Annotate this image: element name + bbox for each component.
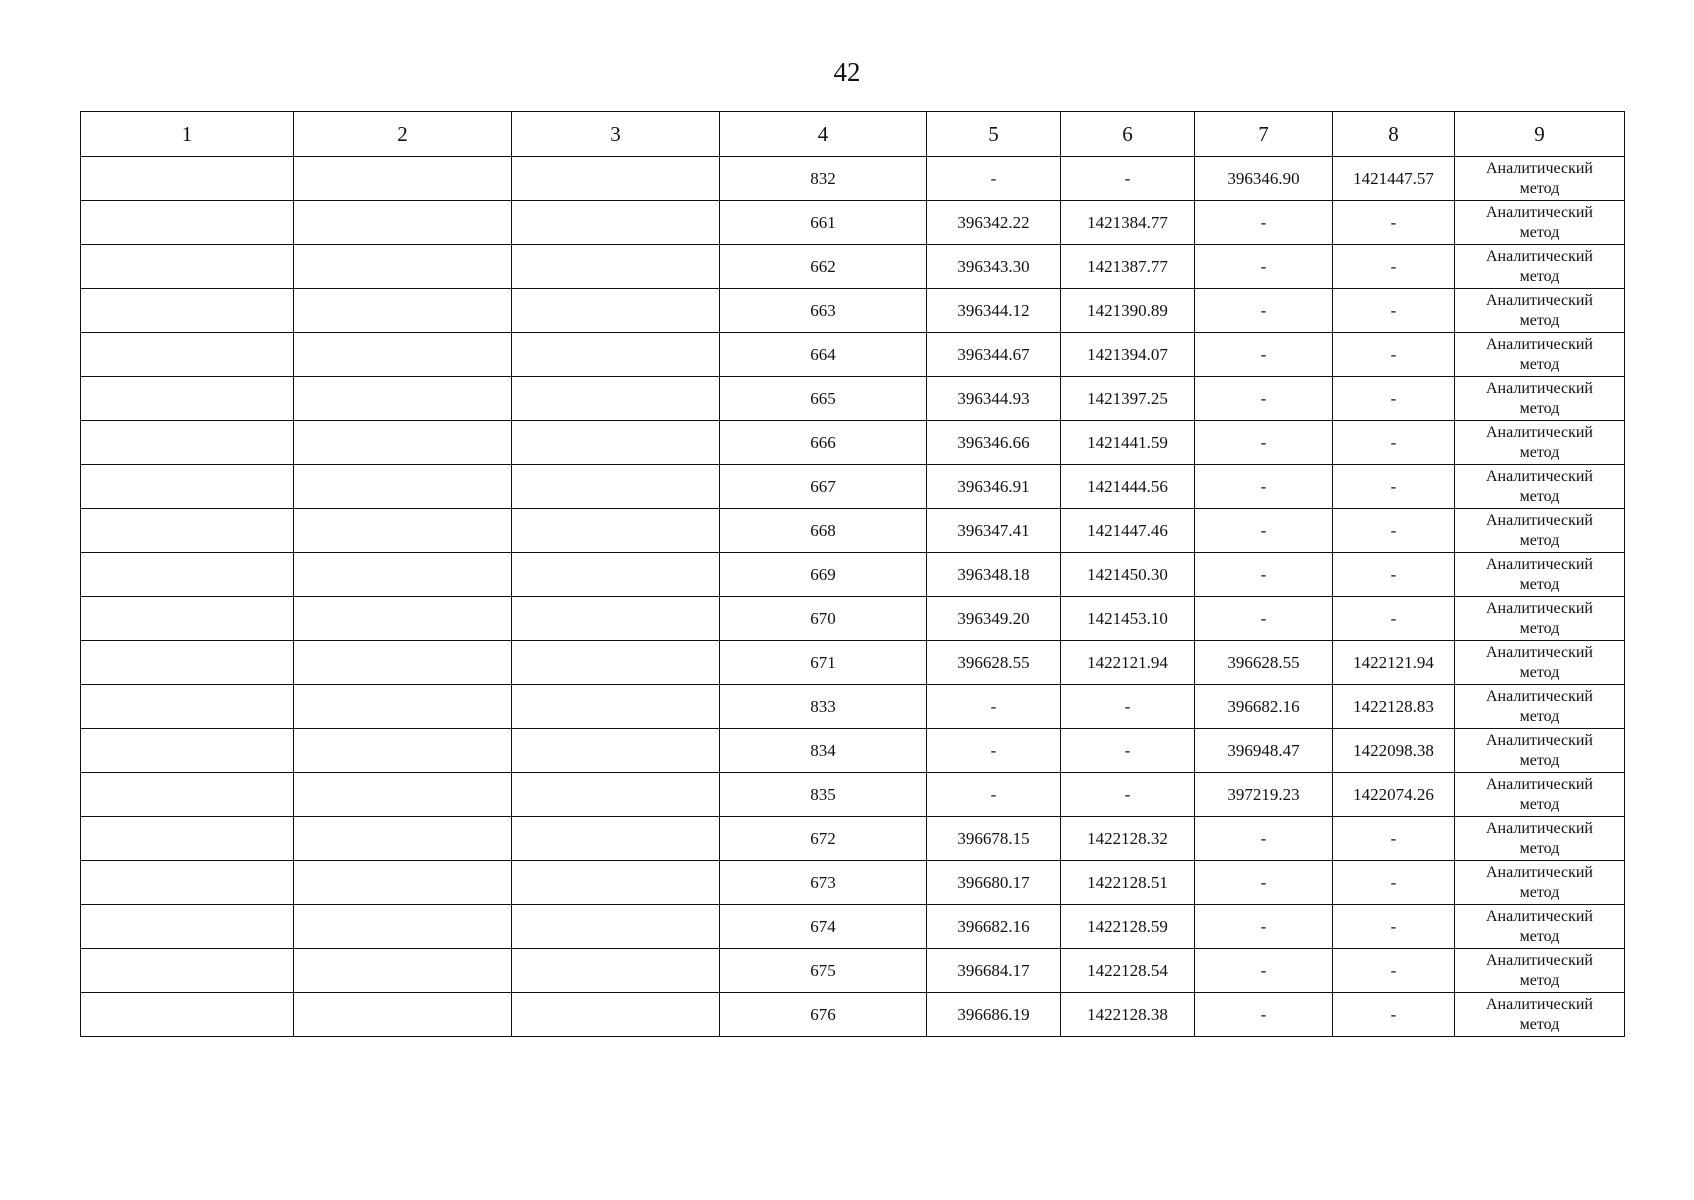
table-row [81, 289, 1625, 333]
table-cell-c7: - [1195, 421, 1333, 465]
table-cell-c4: 832 [720, 157, 927, 201]
method-line-2: метод [1519, 531, 1560, 549]
column-header: 4 [720, 112, 927, 157]
table-cell-c2 [294, 817, 512, 861]
method-line-2: метод [1519, 575, 1560, 593]
table-cell-c5: 396344.93 [927, 377, 1061, 421]
column-header: 2 [294, 112, 512, 157]
table-cell-c3 [512, 993, 720, 1037]
table-row [81, 949, 1625, 993]
table-cell-c8: - [1333, 905, 1455, 949]
table-cell-c3 [512, 289, 720, 333]
table-cell-c3 [512, 597, 720, 641]
table-cell-c5: 396346.66 [927, 421, 1061, 465]
method-line-2: метод [1519, 883, 1560, 901]
table-cell-c5: 396348.18 [927, 553, 1061, 597]
table-cell-c4: 663 [720, 289, 927, 333]
table-row [81, 201, 1625, 245]
table-cell-c6: 1422128.54 [1061, 949, 1195, 993]
method-line-2: метод [1519, 399, 1560, 417]
table-cell-c1 [81, 421, 294, 465]
table-cell-c3 [512, 157, 720, 201]
table-cell-method [1455, 993, 1625, 1037]
table-cell-method [1455, 773, 1625, 817]
method-line-1: Аналитический [1485, 467, 1593, 485]
table-cell-c8: - [1333, 861, 1455, 905]
table-cell-c7: - [1195, 949, 1333, 993]
table-cell-c2 [294, 861, 512, 905]
method-line-1: Аналитический [1485, 599, 1593, 617]
table-cell-c7: 396948.47 [1195, 729, 1333, 773]
table-cell-c6: 1421397.25 [1061, 377, 1195, 421]
table-cell-c1 [81, 245, 294, 289]
table-cell-c8: 1422098.38 [1333, 729, 1455, 773]
table-cell-c6: 1422121.94 [1061, 641, 1195, 685]
table-cell-c6: - [1061, 773, 1195, 817]
table-cell-c8: - [1333, 333, 1455, 377]
table-cell-c1 [81, 597, 294, 641]
table-cell-c2 [294, 157, 512, 201]
table-cell-c1 [81, 685, 294, 729]
table-cell-c1 [81, 289, 294, 333]
table-cell-method [1455, 289, 1625, 333]
table-row [81, 421, 1625, 465]
table-cell-c7: - [1195, 553, 1333, 597]
table-cell-c6: - [1061, 685, 1195, 729]
table-cell-c8: 1422121.94 [1333, 641, 1455, 685]
table-cell-c1 [81, 201, 294, 245]
table-cell-c3 [512, 905, 720, 949]
table-cell-c1 [81, 553, 294, 597]
table-cell-c8: - [1333, 553, 1455, 597]
column-header: 6 [1061, 112, 1195, 157]
table-cell-c5: 396349.20 [927, 597, 1061, 641]
method-line-1: Аналитический [1485, 907, 1593, 925]
table-cell-method [1455, 377, 1625, 421]
table-cell-c7: - [1195, 509, 1333, 553]
table-cell-c7: 396346.90 [1195, 157, 1333, 201]
table-cell-method [1455, 949, 1625, 993]
table-cell-c1 [81, 905, 294, 949]
column-header: 5 [927, 112, 1061, 157]
table-cell-c7: - [1195, 377, 1333, 421]
table-cell-c3 [512, 333, 720, 377]
table-cell-c2 [294, 553, 512, 597]
method-line-2: метод [1519, 795, 1560, 813]
table-cell-method [1455, 817, 1625, 861]
table-cell-c5: 396346.91 [927, 465, 1061, 509]
table-cell-c3 [512, 509, 720, 553]
method-line-2: метод [1519, 179, 1560, 197]
method-line-1: Аналитический [1485, 335, 1593, 353]
table-row [81, 641, 1625, 685]
table-row [81, 377, 1625, 421]
table-cell-c1 [81, 949, 294, 993]
table-cell-c4: 675 [720, 949, 927, 993]
table-cell-c2 [294, 641, 512, 685]
table-cell-c1 [81, 157, 294, 201]
table-cell-c2 [294, 465, 512, 509]
table-cell-c8: 1422074.26 [1333, 773, 1455, 817]
table-cell-c5: - [927, 773, 1061, 817]
table-cell-method [1455, 553, 1625, 597]
table-cell-method [1455, 509, 1625, 553]
table-cell-c1 [81, 773, 294, 817]
table-cell-c3 [512, 817, 720, 861]
method-line-1: Аналитический [1485, 247, 1593, 265]
table-cell-c1 [81, 861, 294, 905]
table-cell-c6: 1422128.38 [1061, 993, 1195, 1037]
table-cell-c4: 664 [720, 333, 927, 377]
table-cell-c4: 661 [720, 201, 927, 245]
table-cell-method [1455, 641, 1625, 685]
table-cell-c1 [81, 729, 294, 773]
table-cell-c4: 668 [720, 509, 927, 553]
method-line-2: метод [1519, 839, 1560, 857]
column-header: 3 [512, 112, 720, 157]
table-cell-c4: 666 [720, 421, 927, 465]
table-cell-c6: 1421444.56 [1061, 465, 1195, 509]
table-row [81, 861, 1625, 905]
table-cell-c3 [512, 245, 720, 289]
table-cell-c7: 397219.23 [1195, 773, 1333, 817]
table-row [81, 245, 1625, 289]
table-cell-c1 [81, 377, 294, 421]
table-cell-c8: - [1333, 377, 1455, 421]
table-cell-c8: - [1333, 993, 1455, 1037]
method-line-2: метод [1519, 223, 1560, 241]
table-cell-c2 [294, 201, 512, 245]
table-cell-c2 [294, 905, 512, 949]
table-row [81, 509, 1625, 553]
table-cell-c2 [294, 245, 512, 289]
table-cell-c5: 396347.41 [927, 509, 1061, 553]
table-cell-c4: 674 [720, 905, 927, 949]
method-line-1: Аналитический [1485, 379, 1593, 397]
table-cell-c8: - [1333, 949, 1455, 993]
table-cell-c5: - [927, 729, 1061, 773]
table-cell-c6: 1421447.46 [1061, 509, 1195, 553]
table-cell-c7: - [1195, 245, 1333, 289]
table-row [81, 157, 1625, 201]
method-line-2: метод [1519, 487, 1560, 505]
column-header: 9 [1455, 112, 1625, 157]
table-cell-c2 [294, 377, 512, 421]
table-cell-c6: 1422128.59 [1061, 905, 1195, 949]
table-row [81, 729, 1625, 773]
table-cell-c4: 834 [720, 729, 927, 773]
table-cell-method [1455, 157, 1625, 201]
method-line-1: Аналитический [1485, 159, 1593, 177]
table-cell-c4: 673 [720, 861, 927, 905]
table-cell-method [1455, 729, 1625, 773]
table-cell-c6: 1422128.32 [1061, 817, 1195, 861]
table-cell-c7: - [1195, 465, 1333, 509]
table-cell-c2 [294, 773, 512, 817]
table-row [81, 553, 1625, 597]
method-line-1: Аналитический [1485, 423, 1593, 441]
table-cell-c6: - [1061, 729, 1195, 773]
method-line-2: метод [1519, 971, 1560, 989]
table-cell-c7: 396682.16 [1195, 685, 1333, 729]
method-line-1: Аналитический [1485, 203, 1593, 221]
table-cell-c2 [294, 289, 512, 333]
table-cell-c5: - [927, 157, 1061, 201]
table-cell-c3 [512, 729, 720, 773]
column-header: 1 [81, 112, 294, 157]
table-cell-method [1455, 245, 1625, 289]
table-cell-c6: 1421390.89 [1061, 289, 1195, 333]
table-cell-c2 [294, 729, 512, 773]
method-line-1: Аналитический [1485, 731, 1593, 749]
method-line-2: метод [1519, 707, 1560, 725]
table-cell-c6: 1421394.07 [1061, 333, 1195, 377]
table-cell-c7: - [1195, 201, 1333, 245]
table-cell-c4: 676 [720, 993, 927, 1037]
table-cell-c8: - [1333, 597, 1455, 641]
method-line-2: метод [1519, 443, 1560, 461]
table-cell-c6: - [1061, 157, 1195, 201]
table-cell-c3 [512, 685, 720, 729]
method-line-2: метод [1519, 311, 1560, 329]
table-cell-c5: 396343.30 [927, 245, 1061, 289]
table-cell-c7: - [1195, 597, 1333, 641]
table-cell-c5: 396686.19 [927, 993, 1061, 1037]
table-cell-c5: 396684.17 [927, 949, 1061, 993]
table-cell-c1 [81, 465, 294, 509]
table-cell-method [1455, 861, 1625, 905]
table-row [81, 685, 1625, 729]
table-cell-method [1455, 333, 1625, 377]
table-cell-method [1455, 201, 1625, 245]
method-line-1: Аналитический [1485, 951, 1593, 969]
method-line-1: Аналитический [1485, 863, 1593, 881]
table-cell-c5: 396344.12 [927, 289, 1061, 333]
table-cell-c2 [294, 509, 512, 553]
table-cell-c3 [512, 773, 720, 817]
table-cell-c7: - [1195, 905, 1333, 949]
table-cell-c6: 1421453.10 [1061, 597, 1195, 641]
table-cell-c4: 671 [720, 641, 927, 685]
column-header: 8 [1333, 112, 1455, 157]
table-cell-c2 [294, 993, 512, 1037]
method-line-1: Аналитический [1485, 291, 1593, 309]
table-cell-c2 [294, 597, 512, 641]
table-cell-c3 [512, 641, 720, 685]
method-line-2: метод [1519, 663, 1560, 681]
table-cell-c8: - [1333, 509, 1455, 553]
method-line-2: метод [1519, 927, 1560, 945]
table-cell-c7: 396628.55 [1195, 641, 1333, 685]
table-cell-c7: - [1195, 289, 1333, 333]
table-cell-c4: 662 [720, 245, 927, 289]
table-row [81, 905, 1625, 949]
method-line-1: Аналитический [1485, 555, 1593, 573]
table-cell-c1 [81, 333, 294, 377]
table-cell-method [1455, 597, 1625, 641]
table-cell-c5: 396678.15 [927, 817, 1061, 861]
table-cell-c2 [294, 949, 512, 993]
table-cell-c6: 1421384.77 [1061, 201, 1195, 245]
column-header: 7 [1195, 112, 1333, 157]
table-row [81, 333, 1625, 377]
table-cell-c8: - [1333, 245, 1455, 289]
table-cell-c1 [81, 817, 294, 861]
table-cell-c5: 396682.16 [927, 905, 1061, 949]
table-cell-c4: 835 [720, 773, 927, 817]
table-cell-c3 [512, 465, 720, 509]
table-cell-c6: 1421450.30 [1061, 553, 1195, 597]
table-cell-method [1455, 905, 1625, 949]
table-cell-c6: 1421387.77 [1061, 245, 1195, 289]
table-cell-c4: 670 [720, 597, 927, 641]
table-cell-c2 [294, 333, 512, 377]
table-cell-c4: 672 [720, 817, 927, 861]
table-cell-method [1455, 421, 1625, 465]
table-cell-c5: 396344.67 [927, 333, 1061, 377]
table-row [81, 773, 1625, 817]
header-row [81, 112, 1625, 157]
method-line-2: метод [1519, 267, 1560, 285]
table-cell-c5: 396342.22 [927, 201, 1061, 245]
table-cell-c3 [512, 553, 720, 597]
table-cell-c4: 669 [720, 553, 927, 597]
table-row [81, 817, 1625, 861]
table-cell-c3 [512, 421, 720, 465]
table-cell-c3 [512, 949, 720, 993]
method-line-1: Аналитический [1485, 819, 1593, 837]
method-line-2: метод [1519, 751, 1560, 769]
table-cell-c8: 1421447.57 [1333, 157, 1455, 201]
table-cell-c8: - [1333, 421, 1455, 465]
page-number: 42 [833, 57, 861, 87]
table-cell-c2 [294, 421, 512, 465]
table-cell-c1 [81, 509, 294, 553]
coordinates-table [80, 111, 1625, 1037]
table-row [81, 993, 1625, 1037]
table-cell-c5: 396628.55 [927, 641, 1061, 685]
table-cell-method [1455, 685, 1625, 729]
method-line-2: метод [1519, 355, 1560, 373]
method-line-1: Аналитический [1485, 775, 1593, 793]
table-cell-c8: - [1333, 817, 1455, 861]
table-cell-c3 [512, 201, 720, 245]
table-cell-c4: 667 [720, 465, 927, 509]
table-cell-c8: 1422128.83 [1333, 685, 1455, 729]
table-cell-c6: 1421441.59 [1061, 421, 1195, 465]
table-cell-c5: - [927, 685, 1061, 729]
table-row [81, 465, 1625, 509]
table-cell-c7: - [1195, 861, 1333, 905]
method-line-2: метод [1519, 619, 1560, 637]
method-line-1: Аналитический [1485, 995, 1593, 1013]
table-cell-c2 [294, 685, 512, 729]
method-line-1: Аналитический [1485, 643, 1593, 661]
table-cell-c3 [512, 377, 720, 421]
method-line-2: метод [1519, 1015, 1560, 1033]
table-cell-c7: - [1195, 993, 1333, 1037]
table-cell-c7: - [1195, 817, 1333, 861]
table-cell-c5: 396680.17 [927, 861, 1061, 905]
table-row [81, 597, 1625, 641]
table-cell-c1 [81, 641, 294, 685]
table-cell-c8: - [1333, 201, 1455, 245]
table-cell-c8: - [1333, 289, 1455, 333]
table-cell-c3 [512, 861, 720, 905]
table-cell-c8: - [1333, 465, 1455, 509]
method-line-1: Аналитический [1485, 687, 1593, 705]
table-cell-c4: 665 [720, 377, 927, 421]
table-cell-c4: 833 [720, 685, 927, 729]
method-line-1: Аналитический [1485, 511, 1593, 529]
table-cell-c1 [81, 993, 294, 1037]
table-cell-method [1455, 465, 1625, 509]
table-cell-c6: 1422128.51 [1061, 861, 1195, 905]
table-cell-c7: - [1195, 333, 1333, 377]
